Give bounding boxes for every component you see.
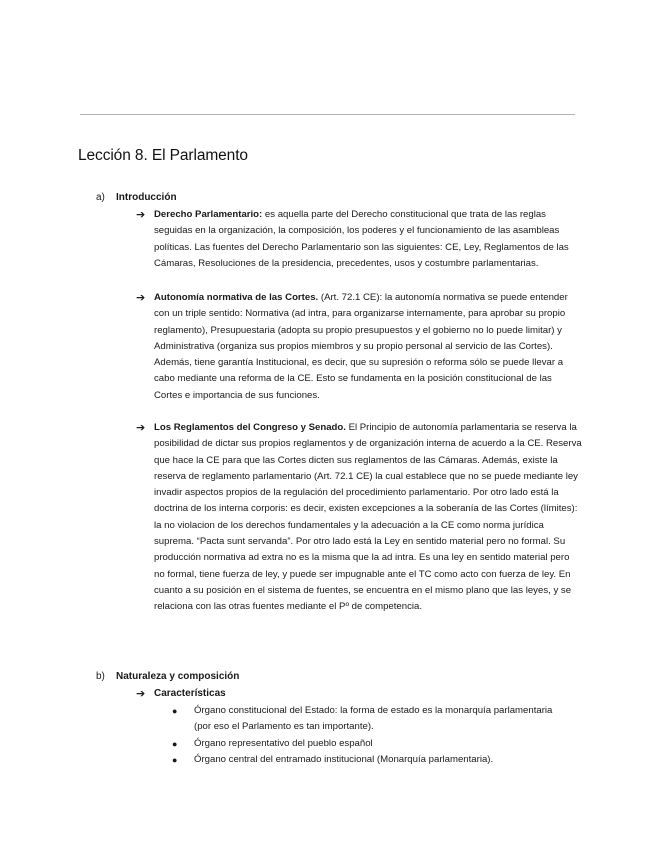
list-item xyxy=(172,703,562,736)
section-letter: b) xyxy=(96,671,105,682)
section-label: Introducción xyxy=(116,192,177,203)
section-letter: a) xyxy=(96,192,105,203)
item-text xyxy=(154,290,582,404)
intro-item-reglamentos xyxy=(136,420,582,616)
section-label: Naturaleza y composición xyxy=(116,671,240,682)
item-text xyxy=(154,207,582,272)
header-divider xyxy=(80,114,575,115)
item-heading: Autonomía normativa de las Cortes. xyxy=(154,292,319,303)
bullet-icon: ● xyxy=(172,706,178,716)
arrow-icon: ➔ xyxy=(136,292,146,304)
characteristics-list xyxy=(172,703,562,768)
list-item-text: Órgano constitucional del Estado: la forma de estado es la monarquía parlamentaria (por eso el Parlamento es tan importante). xyxy=(194,705,553,733)
subheading-label: Características xyxy=(154,688,226,699)
item-body: es aquella parte del Derecho constitucional que trata de las reglas seguidas en la organización, la composición, los poderes y el funcionamiento de las asambleas políticas. Las fuentes del Derecho Parlamentario son las siguientes: CE, Ley, Reglamentos de las Cámaras, Resoluciones de la presidencia, precedentes, usos y costumbre parlamentarias. xyxy=(154,209,569,269)
characteristics-subheading xyxy=(136,686,226,702)
item-body: (Art. 72.1 CE): la autonomía normativa se puede entender con un triple sentido: Normativa (ad intra, para organizarse internamente, para aprobar su propio reglamento), Presupuestaria (adopta su propio presupuestos y el gobierno no lo puede limitar) y Administrativa (organiza sus propios miembros y su propio personal al servicio de las Cortes). Además, tiene garantía Institucional, es decir, que su supresión o reforma sólo se puede llevar a cabo mediante una reforma de la CE. Esto se fundamenta en la posición constitucional de las Cortes e importancia de sus funciones. xyxy=(154,292,568,401)
arrow-icon: ➔ xyxy=(136,209,146,221)
bullet-icon: ● xyxy=(172,738,178,749)
item-text xyxy=(154,420,582,616)
list-item xyxy=(172,752,562,768)
bullet-icon: ● xyxy=(172,754,178,765)
list-item-text: Órgano representativo del pueblo español xyxy=(194,737,373,749)
list-item-text: Órgano central del entramado institucional (Monarquía parlamentaria). xyxy=(194,753,494,765)
arrow-icon: ➔ xyxy=(136,688,146,700)
arrow-icon: ➔ xyxy=(136,422,146,434)
list-item xyxy=(172,736,562,752)
item-heading: Derecho Parlamentario: xyxy=(154,209,263,220)
item-heading: Los Reglamentos del Congreso y Senado. xyxy=(154,422,346,433)
page-title: Lección 8. El Parlamento xyxy=(78,147,248,164)
intro-item-derecho-parlamentario xyxy=(136,207,582,272)
intro-item-autonomia-normativa xyxy=(136,290,582,404)
item-body: El Principio de autonomía parlamentaria se reserva la posibilidad de dictar sus propios reglamentos y de organización interna de acuerdo a la CE. Reserva que hace la CE para que las Cortes dicten sus reglamentos de las Cámaras. Además, existe la reserva de reglamento parlamentario (Art. 72.1 CE) la cual establece que no se puede mediante ley invadir aspectos propios de la regulación del procedimiento parlamentario. Por otro lado está la doctrina de los interna corporis: es decir, existen excepciones a la soberanía de las Cortes (límites): la no violacion de los derechos fundamentales y la adecuación a la CE como norma jurídica suprema. “Pacta sunt servanda”. Por otro lado está la Ley en sentido material pero no formal. Su producción normativa ad extra no es la misma que la ad intra. Es una ley en sentido material pero no formal, tiene fuerza de ley, y puede ser impugnable ante el TC como acto con fuerza de ley. En cuanto a su posición en el sistema de fuentes, se encuentra en el mismo plano que las leyes, y se relaciona con las otras fuentes mediante el Pº de competencia. xyxy=(154,422,582,613)
